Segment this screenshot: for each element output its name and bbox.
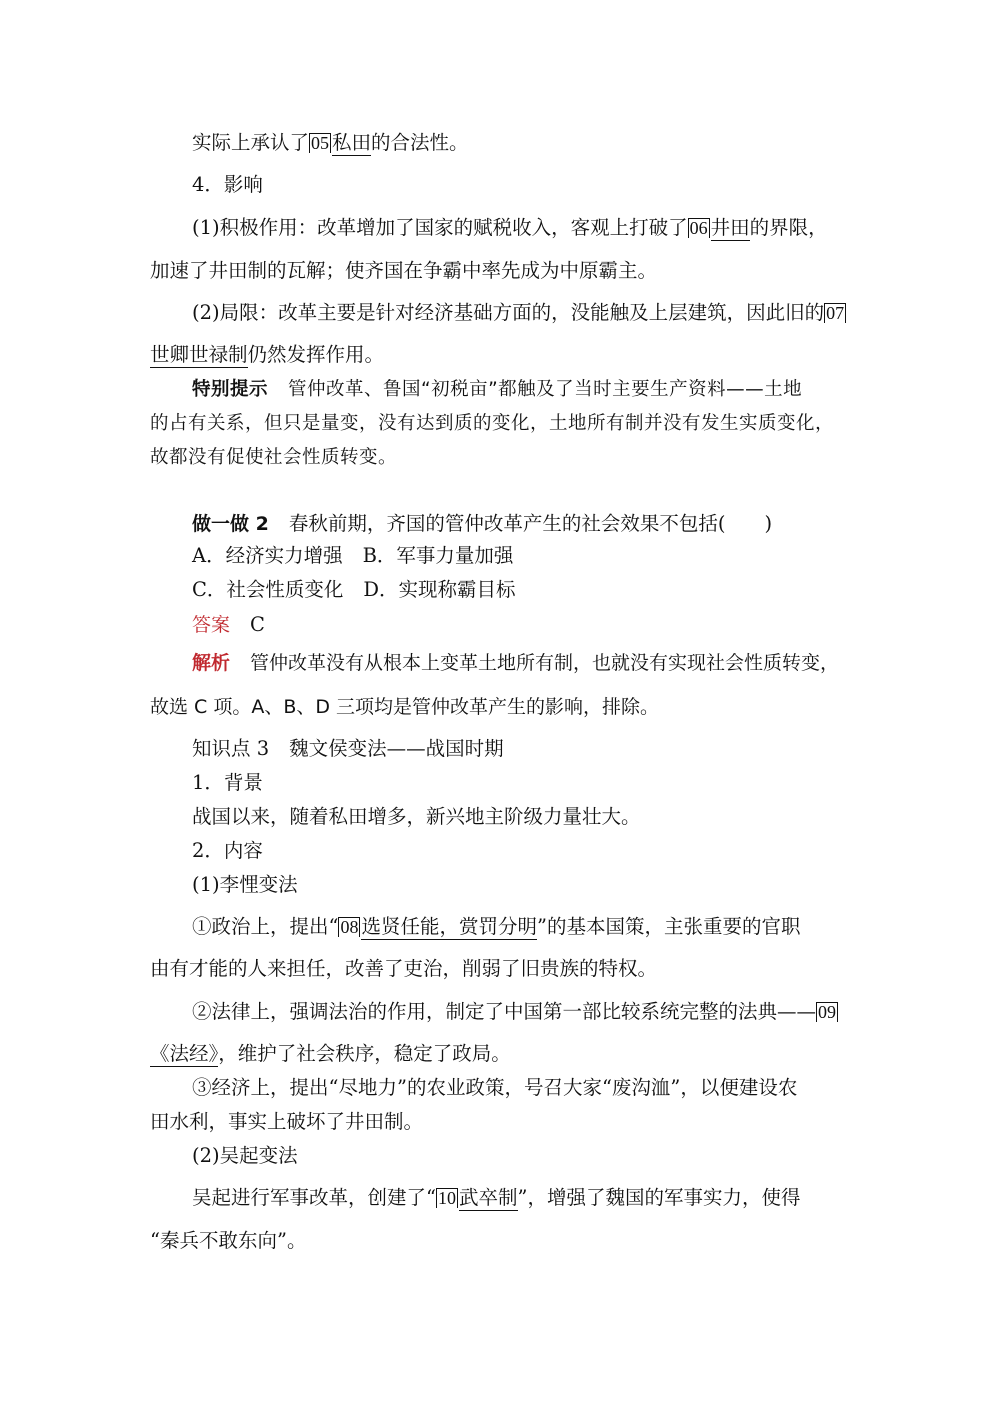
answer-line [192,613,892,637]
tip-line: 故都没有促使社会性质转变。 [150,447,398,468]
sub-heading: (1)李悝变法 [192,873,298,896]
fill-blank-answer: 武卒制 [458,1186,518,1209]
text-line: 实际上承认了 05 私田的合法性。 [192,131,469,154]
fill-blank-answer: 选贤任能，赏罚分明 [361,915,537,938]
options-row [192,544,892,567]
blank-number: 05 [311,133,330,153]
text-line: ③经济上，提出“尽地力”的农业政策，号召大家“废沟洫”，以便建设农 [192,1076,798,1099]
text-line: 世卿世禄制仍然发挥作用。 [150,343,385,366]
text-line: 由有才能的人来担任，改善了吏治，削弱了旧贵族的特权。 [150,957,658,980]
fill-blank-answer: 井田 [710,216,750,239]
text-line: 吴起进行军事改革，创建了“ 10 武卒制”，增强了魏国的军事实力，使得 [192,1186,801,1209]
text-line: ②法律上，强调法治的作用，制定了中国第一部比较系统完整的法典—— 09 [192,1000,837,1023]
section-heading: 2．内容 [192,839,263,862]
text-line: (2)局限：改革主要是针对经济基础方面的，没能触及上层建筑，因此旧的 07 [192,301,845,324]
fill-blank-answer: 私田 [332,131,372,154]
answer-label: 答案 [192,614,231,636]
text-line: 《法经》，维护了社会秩序，稳定了政局。 [150,1042,511,1065]
option-d: D．实现称霸目标 [363,578,516,601]
exercise-question: 做一做 2 春秋前期，齐国的管仲改革产生的社会效果不包括( ) [192,512,773,535]
blank-number: 09 [818,1002,837,1022]
explanation-line: 解析 管仲改革没有从根本上变革土地所有制，也就没有实现社会性质转变， [192,652,840,674]
answer-value: C [250,613,265,636]
text-line: 田水利，事实上破坏了井田制。 [150,1110,424,1133]
option-c: C．社会性质变化 [192,578,344,601]
tip-label: 特别提示 [192,379,269,400]
option-b: B．军事力量加强 [362,544,514,567]
blank-number: 07 [826,303,845,323]
text-line: 战国以来，随着私田增多，新兴地主阶级力量壮大。 [192,805,641,828]
blank-number: 06 [689,218,708,238]
options-row [192,578,892,601]
text-line: 加速了井田制的瓦解；使齐国在争霸中率先成为中原霸主。 [150,259,658,282]
explanation-label: 解析 [192,652,231,674]
sub-heading: (2)吴起变法 [192,1144,298,1167]
section-heading: 1．背景 [192,771,263,794]
fill-blank-answer: 《法经》 [150,1042,219,1065]
knowledge-point-title: 知识点 3 魏文侯变法——战国时期 [192,737,504,760]
tip-line: 的占有关系，但只是量变，没有达到质的变化，土地所有制并没有发生实质变化， [150,413,835,434]
blank-number: 10 [437,1188,456,1208]
text-line: “秦兵不敢东向”。 [150,1229,307,1252]
text-line: ①政治上，提出“ 08 选贤任能，赏罚分明”的基本国策，主张重要的官职 [192,915,801,938]
section-heading: 4．影响 [192,173,263,196]
option-a: A．经济实力增强 [192,544,343,567]
blank-number: 08 [340,917,359,937]
special-tip: 特别提示 管仲改革、鲁国“初税亩”都触及了当时主要生产资料——土地 [192,379,803,400]
explanation-line: 故选 C 项。A、B、D 三项均是管仲改革产生的影响，排除。 [150,696,660,718]
exercise-label: 做一做 2 [192,513,269,535]
text-line: (1)积极作用：改革增加了国家的赋税收入，客观上打破了 06 井田的界限， [192,216,828,239]
fill-blank-answer: 世卿世禄制 [150,343,248,366]
